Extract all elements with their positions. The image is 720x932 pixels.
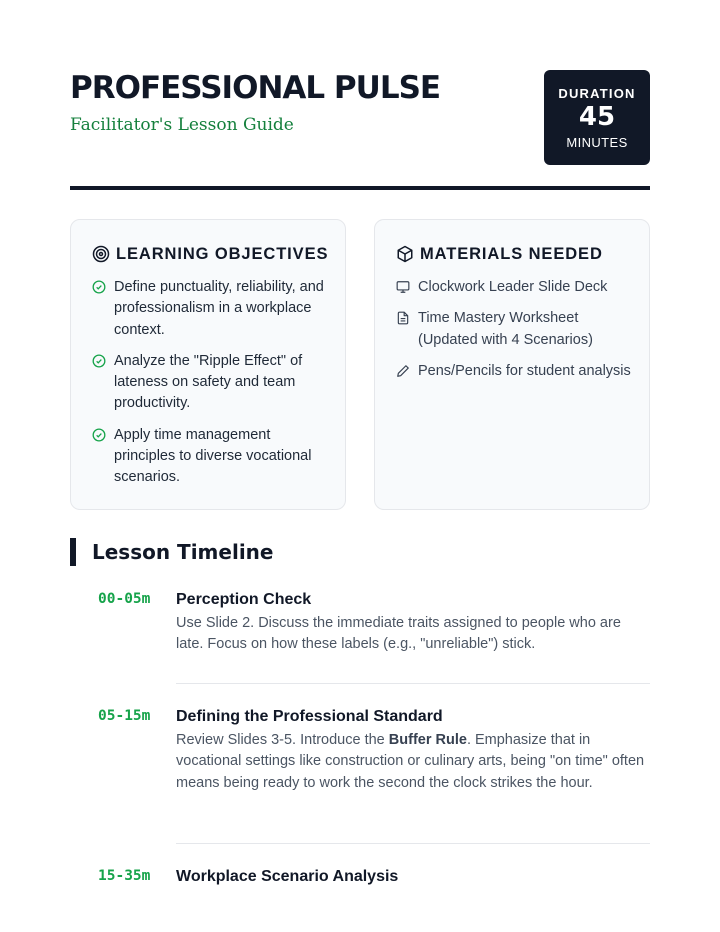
material-text: Clockwork Leader Slide Deck — [418, 279, 608, 295]
objective-item — [92, 277, 328, 341]
duration-unit: MINUTES — [566, 135, 628, 150]
timeline-time: 00-05m — [98, 591, 151, 607]
objective-text: Define punctuality, reliability, and professionalism in a workplace context. — [114, 279, 324, 338]
objectives-card — [70, 219, 346, 510]
check-circle-icon — [92, 428, 106, 442]
timeline-time: 15-35m — [98, 868, 151, 884]
pencil-icon — [396, 364, 410, 378]
target-icon — [92, 245, 110, 263]
monitor-icon — [396, 280, 410, 294]
objective-item — [92, 425, 328, 489]
material-item — [396, 361, 632, 382]
timeline-title: Lesson Timeline — [92, 540, 274, 564]
section-accent-bar — [70, 538, 76, 566]
timeline-time: 05-15m — [98, 708, 151, 724]
materials-list — [396, 277, 632, 392]
timeline-description — [176, 730, 650, 794]
objectives-header — [92, 244, 328, 264]
timeline-heading: Defining the Professional Standard — [176, 708, 443, 725]
description-text: Review Slides 3-5. Introduce the — [176, 732, 389, 748]
materials-card — [374, 219, 650, 510]
timeline-heading: Perception Check — [176, 591, 312, 608]
duration-badge — [544, 70, 650, 165]
material-item — [396, 277, 632, 298]
page-subtitle: Facilitator's Lesson Guide — [70, 115, 294, 135]
objectives-list — [92, 277, 328, 499]
objective-text: Apply time management principles to diverse vocational scenarios. — [114, 426, 312, 486]
material-item — [396, 308, 632, 351]
objectives-title: LEARNING OBJECTIVES — [116, 244, 329, 263]
document-icon — [396, 311, 410, 325]
check-circle-icon — [92, 280, 106, 294]
material-text: Time Mastery Worksheet (Updated with 4 Scenarios) — [418, 310, 593, 348]
materials-header — [396, 244, 603, 264]
lesson-header — [70, 70, 650, 166]
buffer-rule-term: Buffer Rule — [388, 732, 467, 748]
duration-value: 45 — [578, 102, 616, 132]
check-circle-icon — [92, 354, 106, 368]
timeline-divider — [176, 843, 650, 844]
material-text: Pens/Pencils for student analysis — [418, 362, 631, 379]
objective-item — [92, 351, 328, 415]
page-title: PROFESSIONAL PULSE — [70, 70, 441, 106]
objective-text: Analyze the "Ripple Effect" of lateness on safety and team productivity. — [114, 352, 303, 412]
header-divider — [70, 186, 650, 190]
duration-label: DURATION — [558, 86, 636, 101]
box-icon — [396, 245, 414, 263]
description-text: . Emphasize that in vocational settings like construction or culinary arts, being "on time" often means being ready to work the second the clock strikes the hour. — [176, 732, 645, 791]
materials-title: MATERIALS NEEDED — [420, 244, 603, 263]
timeline-divider — [176, 683, 650, 684]
timeline-description: Use Slide 2. Discuss the immediate traits assigned to people who are late. Focus on how these labels (e.g., "unreliable") stick. — [176, 615, 621, 653]
timeline-heading: Workplace Scenario Analysis — [176, 868, 399, 885]
